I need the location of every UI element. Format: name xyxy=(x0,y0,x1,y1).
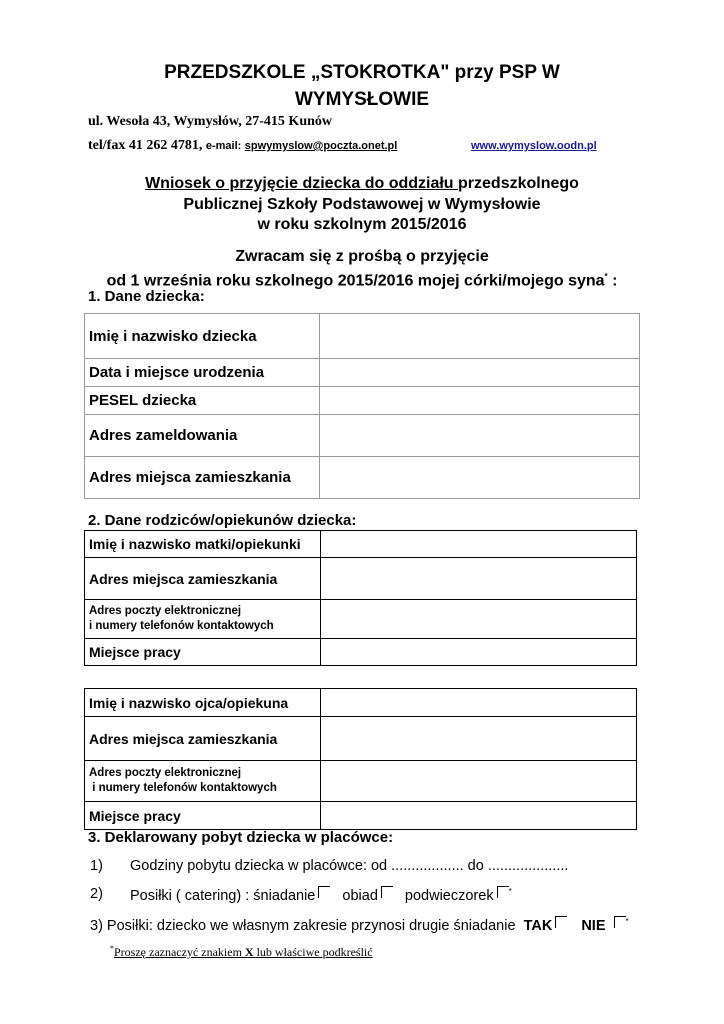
yes-checkbox[interactable] xyxy=(555,916,567,928)
mother-address-field[interactable] xyxy=(321,558,637,600)
school-name-line2: WYMYSŁOWIE xyxy=(294,89,430,110)
request-title-line2: Publicznej Szkoły Podstawowej w Wymysłowie xyxy=(183,196,541,213)
second-breakfast-footnote-mark: * xyxy=(625,917,629,927)
table-row xyxy=(85,689,637,717)
birth-date-place-field[interactable] xyxy=(320,359,640,387)
section3-title: 3. Deklarowany pobyt dziecka w placówce: xyxy=(88,829,394,846)
table-row xyxy=(85,457,640,499)
appeal-line1: Zwracam się z prośbą o przyjęcie xyxy=(235,248,489,265)
no-label: NIE xyxy=(581,918,606,934)
footnote-text-a: Proszę zaznaczyć znakiem xyxy=(114,945,245,959)
father-data-table xyxy=(84,688,637,830)
table-row xyxy=(85,558,637,600)
mother-name-field[interactable] xyxy=(321,531,637,558)
school-address: ul. Wesoła 43, Wymysłów, 27-415 Kunów xyxy=(88,114,333,129)
child-name-label: Imię i nazwisko dziecka xyxy=(85,314,320,359)
father-address-label: Adres miejsca zamieszkania xyxy=(85,717,321,761)
father-address-field[interactable] xyxy=(321,717,637,761)
table-row xyxy=(85,531,637,558)
appeal-footnote-mark: * xyxy=(604,272,608,281)
contact-line xyxy=(88,138,597,154)
footnote-x: X xyxy=(244,945,254,959)
father-work-field[interactable] xyxy=(321,802,637,830)
appeal-end: : xyxy=(607,272,618,290)
email-link[interactable]: spwymyslow@poczta.onet.pl xyxy=(244,140,398,152)
table-row xyxy=(85,717,637,761)
mother-work-label: Miejsce pracy xyxy=(85,639,321,666)
meals-footnote-mark: * xyxy=(508,887,512,897)
table-row xyxy=(85,802,637,830)
mother-contact-label xyxy=(85,600,321,639)
footnote-mark: * xyxy=(110,944,114,953)
second-breakfast-text: 3) Posiłki: dziecko we własnym zakresie przynosi drugie śniadanie xyxy=(90,918,516,934)
table-row xyxy=(85,600,637,639)
mother-data-table xyxy=(84,530,637,666)
meals-label: Posiłki ( catering) : śniadanie xyxy=(130,888,316,904)
registered-address-label: Adres zameldowania xyxy=(85,415,320,457)
table-row xyxy=(85,314,640,359)
mother-contact-line2: i numery telefonów kontaktowych xyxy=(89,620,274,632)
table-row xyxy=(85,415,640,457)
father-name-label: Imię i nazwisko ojca/opiekuna xyxy=(85,689,321,717)
yes-label: TAK xyxy=(523,918,553,934)
footnote-text-b: lub właściwe podkreślić xyxy=(253,945,373,959)
snack-checkbox[interactable] xyxy=(497,886,509,898)
request-title-rest: przedszkolnego xyxy=(458,175,579,192)
father-name-field[interactable] xyxy=(321,689,637,717)
request-title-underlined: Wniosek o przyjęcie dziecka do oddziału xyxy=(145,175,459,192)
father-work-label: Miejsce pracy xyxy=(85,802,321,830)
meals-number: 2) xyxy=(90,886,103,902)
mother-work-field[interactable] xyxy=(321,639,637,666)
table-row xyxy=(85,761,637,802)
residence-address-field[interactable] xyxy=(320,457,640,499)
section2-title: 2. Dane rodziców/opiekunów dziecka: xyxy=(88,512,357,529)
footnote xyxy=(110,944,373,960)
request-title-line1 xyxy=(0,173,724,194)
dinner-checkbox[interactable] xyxy=(381,886,393,898)
dinner-label: obiad xyxy=(342,888,378,904)
residence-address-label: Adres miejsca zamieszkania xyxy=(85,457,320,499)
mother-contact-line1: Adres poczty elektronicznej xyxy=(89,605,242,617)
child-data-table xyxy=(84,313,640,499)
stay-hours-number: 1) xyxy=(90,858,103,874)
no-checkbox[interactable] xyxy=(614,916,626,928)
breakfast-checkbox[interactable] xyxy=(318,886,330,898)
second-breakfast-row xyxy=(90,916,629,934)
mother-address-label: Adres miejsca zamieszkania xyxy=(85,558,321,600)
pesel-field[interactable] xyxy=(320,387,640,415)
registered-address-field[interactable] xyxy=(320,415,640,457)
father-contact-field[interactable] xyxy=(321,761,637,802)
table-row xyxy=(85,359,640,387)
snack-label: podwieczorek xyxy=(404,888,494,904)
school-name-line1: PRZEDSZKOLE „STOKROTKA" przy PSP W xyxy=(164,62,560,83)
section1-title: 1. Dane dziecka: xyxy=(88,288,205,305)
stay-hours-text[interactable]: Godziny pobytu dziecka w placówce: od .................. do .................... xyxy=(130,858,569,874)
table-row xyxy=(85,387,640,415)
mother-contact-field[interactable] xyxy=(321,600,637,639)
child-name-field[interactable] xyxy=(320,314,640,359)
mother-name-label: Imię i nazwisko matki/opiekunki xyxy=(85,531,321,558)
father-contact-line1: Adres poczty elektronicznej xyxy=(89,767,242,779)
footnote-text xyxy=(114,945,373,959)
pesel-label: PESEL dziecka xyxy=(85,387,320,415)
appeal-text: od 1 września roku szkolnego 2015/2016 mojej córki/mojego syna xyxy=(106,272,605,290)
father-contact-line2: i numery telefonów kontaktowych xyxy=(89,782,277,794)
birth-date-place-label: Data i miejsce urodzenia xyxy=(85,359,320,387)
website-link[interactable]: www.wymyslow.oodn.pl xyxy=(471,140,597,152)
table-row xyxy=(85,639,637,666)
email-label: e-mail: xyxy=(205,140,242,152)
meals-row xyxy=(130,886,512,904)
phone-fax: tel/fax 41 262 4781, xyxy=(88,138,203,153)
request-title-line3: w roku szkolnym 2015/2016 xyxy=(257,216,467,233)
father-contact-label xyxy=(85,761,321,802)
